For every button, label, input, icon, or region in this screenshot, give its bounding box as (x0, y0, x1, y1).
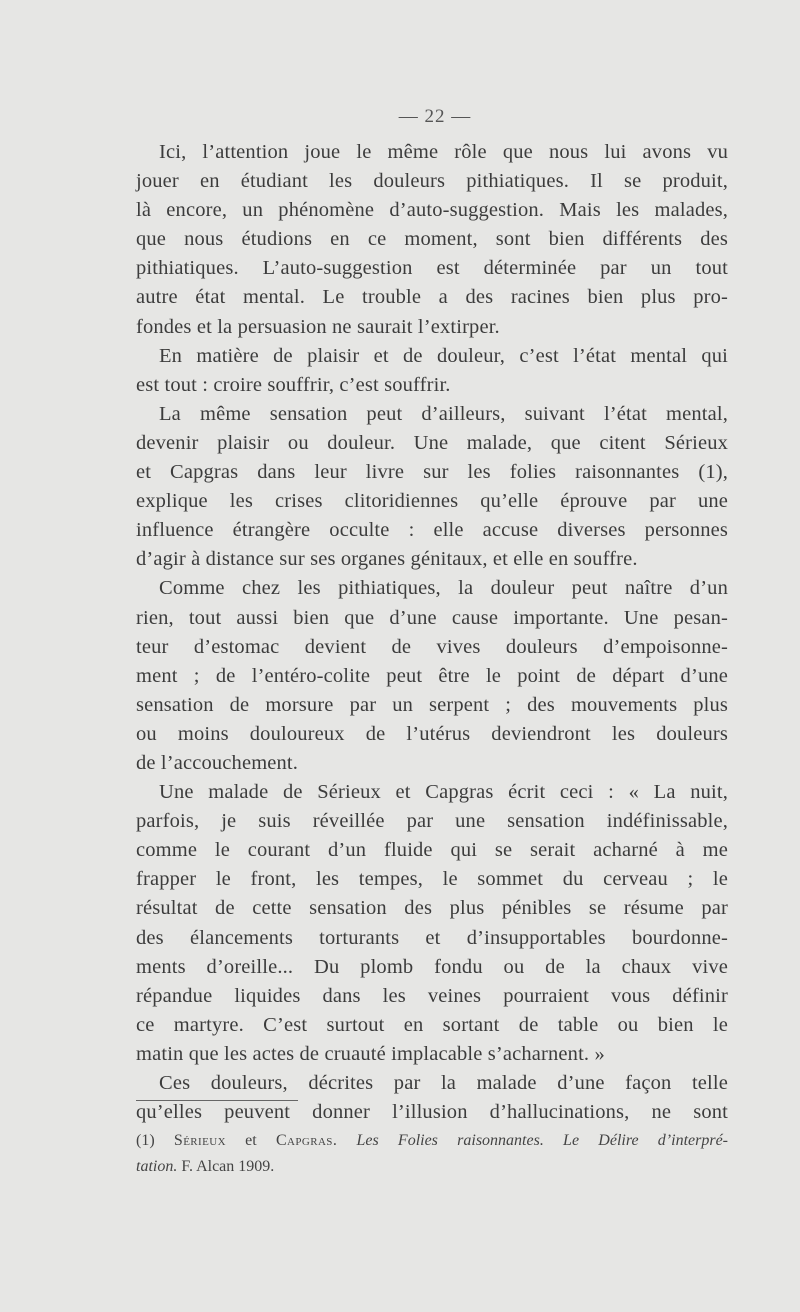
text-line: parfois, je suis réveillée par une sensation indéfinissable, (136, 810, 728, 833)
text-line: devenir plaisir ou douleur. Une malade, que citent Sérieux (136, 431, 728, 454)
text-line: ce martyre. C’est surtout en sortant de table ou bien le (136, 1013, 728, 1036)
text-line: Une malade de Sérieux et Capgras écrit ceci : « La nuit, (159, 781, 728, 804)
text-line: ments d’oreille... Du plomb fondu ou de la chaux vive (136, 955, 728, 978)
text-line: ment ; de l’entéro-colite peut être le point de départ d’une (136, 664, 728, 687)
text-line: répandue liquides dans les veines pourraient vous définir (136, 984, 728, 1007)
footnote (136, 1128, 728, 1180)
text-line: des élancements torturants et d’insupportables bourdonne- (136, 926, 728, 949)
footnote-publisher: F. Alcan 1909. (181, 1158, 275, 1175)
text-line: frapper le front, les tempes, le sommet du cerveau ; le (136, 868, 728, 891)
text-line: teur d’estomac devient de vives douleurs d’empoisonne- (136, 635, 728, 658)
footnote-separator (136, 1100, 298, 1101)
text-line: pithiatiques. L’auto-suggestion est déterminée par un tout (136, 257, 728, 280)
footnote-title: Les Folies raisonnantes. Le Délire d’interpré- (356, 1132, 728, 1149)
footnote-line-2 (136, 1154, 728, 1180)
text-line: que nous étudions en ce moment, sont bien différents des (136, 228, 728, 251)
footnote-marker: (1) (136, 1132, 155, 1149)
text-line: autre état mental. Le trouble a des racines bien plus pro- (136, 286, 728, 309)
text-line: de l’accouchement. (136, 751, 299, 774)
text-line: sensation de morsure par un serpent ; des mouvements plus (136, 693, 728, 716)
footnote-author-1: Sérieux (173, 1132, 226, 1149)
text-line: d’agir à distance sur ses organes génitaux, et elle en souffre. (136, 548, 638, 571)
text-line: La même sensation peut d’ailleurs, suivant l’état mental, (159, 402, 728, 425)
text-line: ou moins douloureux de l’utérus deviendront les douleurs (136, 722, 728, 745)
text-line: Ces douleurs, décrites par la malade d’une façon telle (159, 1072, 728, 1094)
page-number: — 22 — (398, 106, 472, 127)
text-line: là encore, un phénomène d’auto-suggestion. Mais les malades, (136, 199, 728, 222)
text-line: En matière de plaisir et de douleur, c’est l’état mental qui (159, 344, 728, 367)
footnote-author-2: Capgras. (275, 1132, 338, 1149)
text-line: Ici, l’attention joue le même rôle que nous lui avons vu (159, 141, 728, 163)
footnote-line-1 (136, 1128, 728, 1154)
footnote-conjunction: et (245, 1132, 257, 1149)
text-line: rien, tout aussi bien que d’une cause importante. Une pesan- (136, 606, 728, 629)
text-line: et Capgras dans leur livre sur les folies raisonnantes (1), (136, 461, 728, 484)
body-text (136, 138, 728, 1127)
text-line: est tout : croire souffrir, c’est souffrir. (136, 373, 451, 396)
text-line: qu’elles peuvent donner l’illusion d’hallucinations, ne sont (136, 1101, 728, 1124)
text-line: matin que les actes de cruauté implacable s’acharnent. » (136, 1042, 605, 1065)
text-line: influence étrangère occulte : elle accuse diverses personnes (136, 519, 728, 542)
text-line: résultat de cette sensation des plus pénibles se résume par (136, 897, 728, 920)
text-line: comme le courant d’un fluide qui se serait acharné à me (136, 839, 728, 862)
text-line: fondes et la persuasion ne saurait l’extirper. (136, 315, 500, 338)
footnote-title-cont: tation. (136, 1158, 178, 1175)
text-line: Comme chez les pithiatiques, la douleur peut naître d’un (159, 577, 728, 600)
text-line: explique les crises clitoridiennes qu’elle éprouve par une (136, 490, 728, 513)
text-line: jouer en étudiant les douleurs pithiatiques. Il se produit, (136, 170, 728, 193)
